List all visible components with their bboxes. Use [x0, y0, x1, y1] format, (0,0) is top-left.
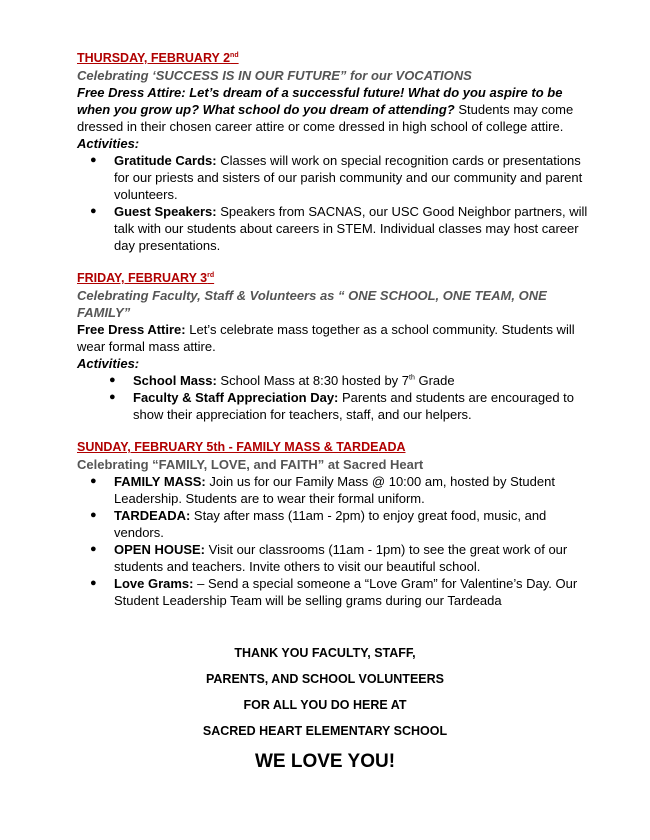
bullet-icon: ●: [109, 374, 116, 386]
closing-message: [60, 645, 590, 774]
friday-subtitle: Celebrating Faculty, Staff & Volunteers as “ ONE SCHOOL, ONE TEAM, ONE FAMILY”: [77, 288, 547, 320]
bullet-icon: ●: [90, 577, 97, 589]
list-item: ● School Mass: School Mass at 8:30 hosted by 7th Grade: [109, 373, 455, 388]
thursday-activities-list: [77, 152, 590, 254]
bullet-icon: ●: [90, 509, 97, 521]
list-item: ● Gratitude Cards: Classes will work on special recognition cards or presentations for our priests and sisters of our parish community and our community and parent volunteers.: [90, 153, 583, 202]
thursday-heading: THURSDAY, FEBRUARY 2nd: [77, 51, 239, 65]
bullet-icon: ●: [90, 205, 97, 217]
thursday-section: [77, 50, 590, 254]
friday-heading: FRIDAY, FEBRUARY 3rd: [77, 271, 215, 285]
we-love-you: WE LOVE YOU!: [254, 751, 396, 772]
closing-line-4: SACRED HEART ELEMENTARY SCHOOL: [202, 724, 448, 738]
list-item: ● FAMILY MASS: Join us for our Family Mass @ 10:00 am, hosted by Student Leadership. Students are to wear their formal uniform.: [90, 474, 555, 506]
closing-line-1: THANK YOU FACULTY, STAFF,: [234, 646, 416, 660]
closing-line-3: FOR ALL YOU DO HERE AT: [243, 698, 407, 712]
sunday-section: [77, 439, 590, 609]
bullet-icon: ●: [109, 391, 116, 403]
list-item: ● TARDEADA: Stay after mass (11am - 2pm) to enjoy great food, music, and vendors.: [90, 508, 547, 540]
friday-dress-attire: Free Dress Attire: Let’s celebrate mass together as a school community. Students will wear formal mass attire.: [77, 322, 575, 354]
sunday-subtitle: Celebrating “FAMILY, LOVE, and FAITH” at Sacred Heart: [77, 457, 424, 472]
thursday-dress-attire: Free Dress Attire: Let’s dream of a successful future! What do you aspire to be when you grow up? What school do you dream of attending? Students may come dressed in their chosen career attire or come dressed in high school of college attire.: [77, 85, 574, 134]
bullet-icon: ●: [90, 475, 97, 487]
friday-activities-list: [77, 372, 590, 423]
sunday-activities-list: [77, 473, 590, 609]
list-item: ● Faculty & Staff Appreciation Day: Parents and students are encouraged to show their appreciation for teachers, staff, and our helpers.: [109, 390, 574, 422]
list-item: ● Love Grams: – Send a special someone a “Love Gram” for Valentine’s Day. Our Student Leadership Team will be selling grams during our Tardeada: [90, 576, 578, 608]
bullet-icon: ●: [90, 543, 97, 555]
thursday-activities-label: Activities:: [77, 136, 140, 151]
list-item: ● OPEN HOUSE: Visit our classrooms (11am - 1pm) to see the great work of our students and teachers. Invite others to visit our beautiful school.: [90, 542, 568, 574]
sunday-heading: SUNDAY, FEBRUARY 5th - FAMILY MASS & TARDEADA: [77, 440, 406, 454]
thursday-subtitle: Celebrating ‘SUCCESS IS IN OUR FUTURE” for our VOCATIONS: [77, 68, 472, 83]
bullet-icon: ●: [90, 154, 97, 166]
closing-line-2: PARENTS, AND SCHOOL VOLUNTEERS: [206, 672, 444, 686]
friday-section: [77, 270, 590, 423]
friday-activities-label: Activities:: [77, 356, 140, 371]
list-item: ● Guest Speakers: Speakers from SACNAS, our USC Good Neighbor partners, will talk with our students about careers in STEM. Individual classes may host career day presentations.: [90, 204, 588, 253]
